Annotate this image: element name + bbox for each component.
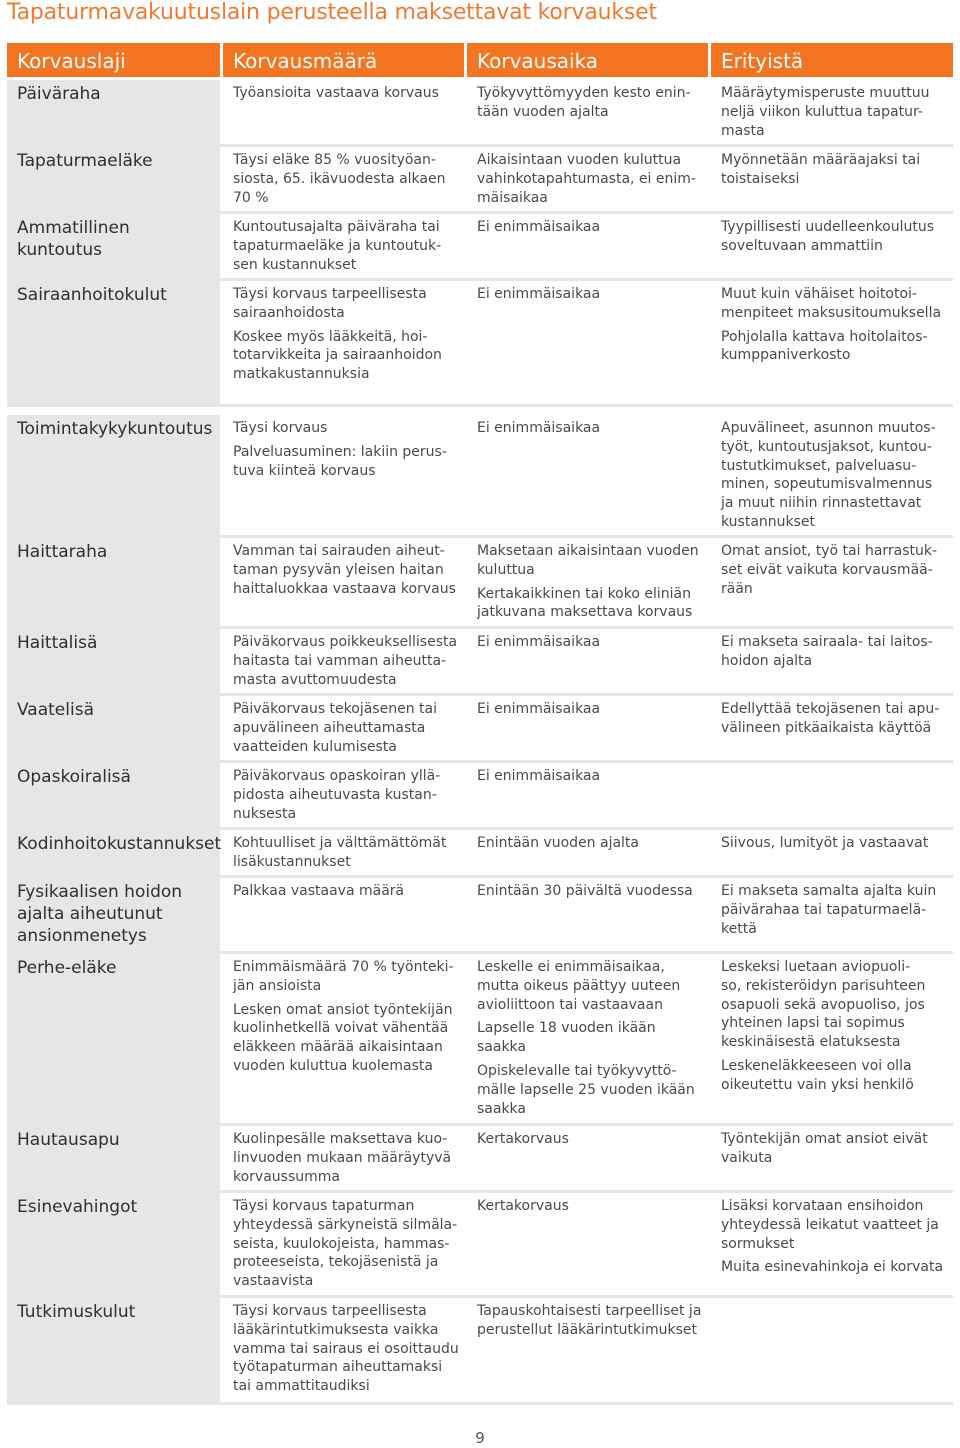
row-notes-cell — [711, 281, 953, 404]
amount-paragraph: Täysi korvaus tarpeellisesta lääkärintutkimuksesta vaikka vamma tai sairaus ei osoittaudu työtapaturman aiheuttamaksi tai ammattitaudiksi — [233, 1303, 459, 1395]
row-label-cell — [7, 1298, 220, 1402]
row-amount-cell — [223, 763, 464, 827]
row-label: Perhe-eläke — [17, 958, 117, 978]
row-label-cell — [7, 281, 220, 404]
notes-paragraph: Muita esinevahinkoja ei korvata — [721, 1259, 944, 1276]
row-notes-cell — [711, 954, 953, 1123]
notes-paragraph: Myönnetään määräajaksi tai toistaiseksi — [721, 152, 921, 187]
row-label: Hautausapu — [17, 1130, 120, 1150]
row-label-cell — [7, 147, 220, 211]
row-label: Fysikaalisen hoidon ajalta aiheutunut ansionmenetys — [17, 882, 183, 946]
amount-paragraph: Päiväkorvaus poikkeuksellisesta haitasta tai vamman aiheutta- masta avuttomuudesta — [233, 634, 458, 688]
period-paragraph: Enintään vuoden ajalta — [477, 835, 640, 851]
row-amount-cell — [223, 80, 464, 144]
notes-paragraph: Omat ansiot, työ tai harrastuk- set eivät vaikuta korvausmää- rään — [721, 543, 938, 597]
row-notes-cell — [711, 1193, 953, 1295]
row-label: Ammatillinen kuntoutus — [17, 218, 130, 260]
notes-paragraph: Ei makseta samalta ajalta kuin päivärahaa tai tapaturmaelä- kettä — [721, 883, 937, 937]
row-label: Toimintakykykuntoutus — [17, 419, 213, 439]
period-paragraph: Kertakorvaus — [477, 1131, 569, 1147]
row-notes-cell — [711, 763, 953, 827]
row-amount-cell — [223, 954, 464, 1123]
amount-paragraph: Kuntoutusajalta päiväraha tai tapaturmaeläke ja kuntoutuk- sen kustannukset — [233, 219, 442, 273]
row-amount-cell — [223, 1298, 464, 1402]
row-label-cell — [7, 214, 220, 278]
row-period-cell — [467, 696, 708, 760]
row-label: Päiväraha — [17, 84, 101, 104]
period-paragraph: Opiskelevalle tai työkyvyttö- mälle lapselle 25 vuoden ikään saakka — [477, 1062, 695, 1117]
row-amount-cell — [223, 830, 464, 875]
row-label-cell — [7, 1126, 220, 1190]
row-notes-cell — [711, 80, 953, 144]
header-cell: Korvausaika — [467, 43, 708, 77]
notes-paragraph: Työntekijän omat ansiot eivät vaikuta — [721, 1131, 928, 1166]
row-label-cell — [7, 696, 220, 760]
period-paragraph: Ei enimmäisaikaa — [477, 420, 601, 436]
amount-paragraph: Kuolinpesälle maksettava kuo- linvuoden mukaan määräytyvä korvaussumma — [233, 1131, 452, 1185]
period-paragraph: Enintään 30 päivältä vuodessa — [477, 883, 693, 899]
row-label-cell — [7, 763, 220, 827]
row-period-cell — [467, 415, 708, 535]
notes-paragraph: Muut kuin vähäiset hoitotoi- menpiteet maksusitoumuksella — [721, 286, 942, 321]
period-paragraph: Lapselle 18 vuoden ikään saakka — [477, 1020, 656, 1056]
row-amount-cell — [223, 281, 464, 404]
row-period-cell — [467, 763, 708, 827]
period-paragraph: Ei enimmäisaikaa — [477, 701, 601, 717]
row-amount-cell — [223, 214, 464, 278]
row-amount-cell — [223, 415, 464, 535]
row-amount-cell — [223, 878, 464, 951]
amount-paragraph: Koskee myös lääkkeitä, hoi- totarvikkeita ja sairaanhoidon matkakustannuksia — [233, 328, 442, 383]
row-period-cell — [467, 1193, 708, 1295]
row-amount-cell — [223, 1126, 464, 1190]
header-cell: Korvausmäärä — [223, 43, 464, 77]
row-period-cell — [467, 1298, 708, 1402]
amount-paragraph: Lesken omat ansiot työntekijän kuolinhetkellä voivat vähentää eläkkeen määrää aikaisintaan vuoden kuluttua kuolemasta — [233, 1001, 453, 1074]
row-label-cell — [7, 80, 220, 144]
row-label: Haittalisä — [17, 633, 98, 653]
page-title: Tapaturmavakuutuslain perusteella maksettavat korvaukset — [7, 0, 657, 25]
row-label-cell — [7, 878, 220, 951]
row-period-cell — [467, 281, 708, 404]
row-label: Kodinhoitokustannukset — [17, 834, 222, 854]
notes-paragraph: Edellyttää tekojäsenen tai apu- välineen pitkäaikaista käyttöä — [721, 701, 940, 736]
notes-paragraph: Ei makseta sairaala- tai laitos- hoidon ajalta — [721, 634, 933, 669]
row-notes-cell — [711, 696, 953, 760]
period-paragraph: Kertakaikkinen tai koko eliniän jatkuvana maksettava korvaus — [477, 585, 693, 621]
row-divider — [7, 404, 953, 407]
row-notes-cell — [711, 1126, 953, 1190]
period-paragraph: Kertakorvaus — [477, 1198, 569, 1214]
row-label: Esinevahingot — [17, 1197, 138, 1217]
amount-paragraph: Täysi eläke 85 % vuosityöan- siosta, 65. ikävuodesta alkaen 70 % — [233, 152, 446, 206]
row-notes-cell — [711, 878, 953, 951]
amount-paragraph: Palveluasuminen: lakiin perus- tuva kiinteä korvaus — [233, 443, 447, 479]
row-label: Sairaanhoitokulut — [17, 285, 167, 305]
amount-paragraph: Täysi korvaus tarpeellisesta sairaanhoidosta — [233, 286, 427, 321]
amount-paragraph: Täysi korvaus tapaturman yhteydessä särkyneistä silmäla- seista, kuulokojeista, hammas- proteeseista, tekojäsenistä ja vastaavista — [233, 1198, 458, 1290]
row-notes-cell — [711, 830, 953, 875]
row-label-cell — [7, 415, 220, 535]
notes-paragraph: Apuvälineet, asunnon muutos- työt, kuntoutusjaksot, kuntou- tustutkimukset, palveluasu- minen, sopeutumisvalmennus ja muut niihin rinnastettavat kustannukset — [721, 420, 936, 530]
row-label-cell — [7, 538, 220, 626]
row-amount-cell — [223, 147, 464, 211]
period-paragraph: Tapauskohtaisesti tarpeelliset ja perustellut lääkärintutkimukset — [477, 1303, 702, 1338]
period-paragraph: Ei enimmäisaikaa — [477, 219, 601, 235]
notes-paragraph: Leskeneläkkeeseen voi olla oikeutettu vain yksi henkilö — [721, 1057, 914, 1093]
row-period-cell — [467, 147, 708, 211]
row-period-cell — [467, 1126, 708, 1190]
row-period-cell — [467, 830, 708, 875]
row-label-cell — [7, 1193, 220, 1295]
row-period-cell — [467, 878, 708, 951]
period-paragraph: Leskelle ei enimmäisaikaa, mutta oikeus päättyy uuteen avioliittoon tai vastaavaan — [477, 959, 681, 1013]
row-notes-cell — [711, 538, 953, 626]
period-paragraph: Maksetaan aikaisintaan vuoden kuluttua — [477, 543, 699, 578]
row-label: Haittaraha — [17, 542, 108, 562]
row-amount-cell — [223, 629, 464, 693]
row-label-cell — [7, 629, 220, 693]
row-period-cell — [467, 954, 708, 1123]
period-paragraph: Aikaisintaan vuoden kuluttua vahinkotapahtumasta, ei enim- mäisaikaa — [477, 152, 696, 206]
notes-paragraph: Pohjolalla kattava hoitolaitos- kumppaniverkosto — [721, 328, 928, 364]
notes-paragraph: Määräytymisperuste muuttuu neljä viikon kuluttua tapatur- masta — [721, 85, 930, 139]
row-amount-cell — [223, 538, 464, 626]
row-amount-cell — [223, 1193, 464, 1295]
header-cell: Erityistä — [711, 43, 953, 77]
notes-paragraph: Leskeksi luetaan aviopuoli- so, rekisteröidyn parisuhteen osapuoli sekä avopuoliso, jos yhteinen lapsi tai sopimus keskinäisestä elatuksesta — [721, 959, 926, 1051]
amount-paragraph: Päiväkorvaus opaskoiran yllä- pidosta aiheutuvasta kustan- nuksesta — [233, 768, 441, 822]
row-period-cell — [467, 80, 708, 144]
row-notes-cell — [711, 214, 953, 278]
row-label-cell — [7, 830, 220, 875]
notes-paragraph: Tyypillisesti uudelleenkoulutus soveltuvaan ammattiin — [721, 219, 935, 254]
period-paragraph: Ei enimmäisaikaa — [477, 634, 601, 650]
period-paragraph: Ei enimmäisaikaa — [477, 768, 601, 784]
amount-paragraph: Enimmäismäärä 70 % työnteki- jän ansioista — [233, 959, 454, 994]
period-paragraph: Työkyvyttömyyden kesto enin- tään vuoden ajalta — [477, 85, 691, 120]
amount-paragraph: Päiväkorvaus tekojäsenen tai apuvälineen aiheuttamasta vaatteiden kulumisesta — [233, 701, 437, 755]
amount-paragraph: Työansioita vastaava korvaus — [233, 85, 439, 101]
row-label: Tutkimuskulut — [17, 1302, 136, 1322]
row-label: Opaskoiralisä — [17, 767, 131, 787]
amount-paragraph: Vamman tai sairauden aiheut- taman pysyvän yleisen haitan haittaluokkaa vastaava korvaus — [233, 543, 456, 597]
header-cell: Korvauslaji — [7, 43, 220, 77]
amount-paragraph: Täysi korvaus — [233, 420, 328, 436]
period-paragraph: Ei enimmäisaikaa — [477, 286, 601, 302]
row-divider — [7, 1402, 953, 1405]
amount-paragraph: Kohtuulliset ja välttämättömät lisäkustannukset — [233, 835, 447, 870]
amount-paragraph: Palkkaa vastaava määrä — [233, 883, 405, 899]
page-number: 9 — [475, 1429, 485, 1447]
row-label-cell — [7, 954, 220, 1123]
row-notes-cell — [711, 1298, 953, 1402]
row-notes-cell — [711, 147, 953, 211]
notes-paragraph: Siivous, lumityöt ja vastaavat — [721, 835, 929, 851]
row-amount-cell — [223, 696, 464, 760]
row-notes-cell — [711, 415, 953, 535]
row-label: Tapaturmaeläke — [17, 151, 153, 171]
row-label: Vaatelisä — [17, 700, 94, 720]
row-period-cell — [467, 538, 708, 626]
row-notes-cell — [711, 629, 953, 693]
row-period-cell — [467, 214, 708, 278]
row-period-cell — [467, 629, 708, 693]
notes-paragraph: Lisäksi korvataan ensihoidon yhteydessä leikatut vaatteet ja sormukset — [721, 1198, 939, 1252]
